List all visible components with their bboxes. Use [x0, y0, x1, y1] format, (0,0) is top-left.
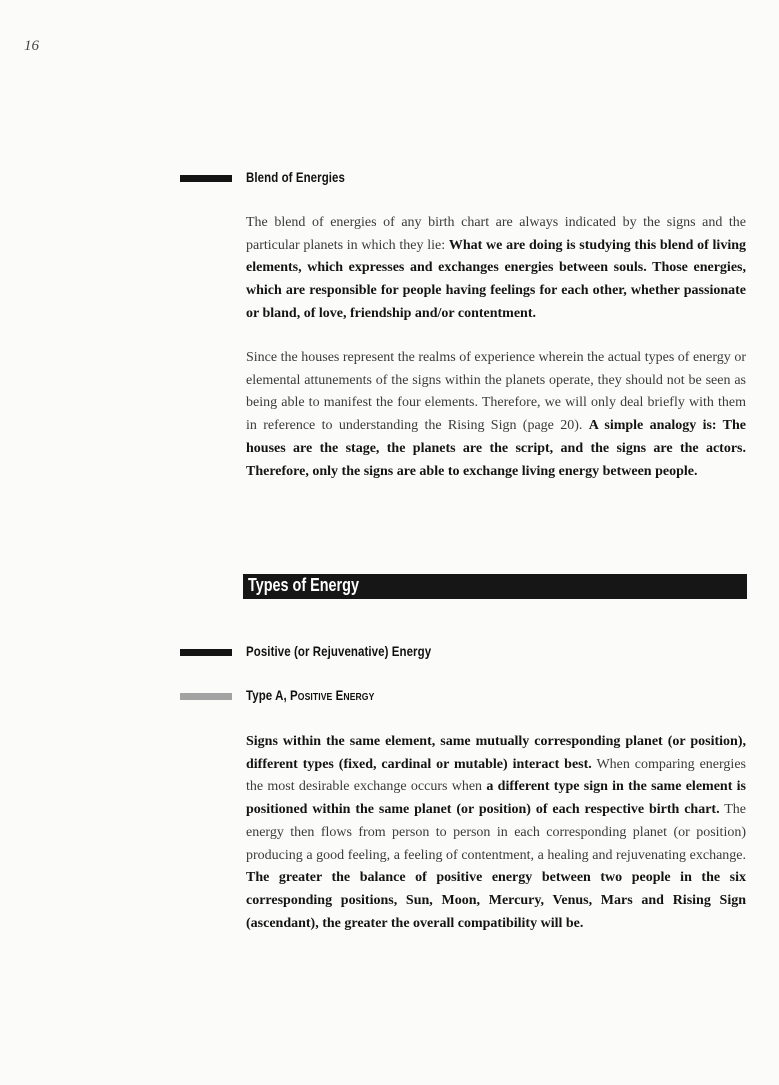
- bold-text-run: The greater the balance of positive energy between two people in the six corresponding positions, Sun, Moon, Mercury, Venus, Mars and Rising Sign (ascendant), the greater the overall compatibility will be.: [246, 870, 746, 931]
- type-a-subheading: [246, 687, 374, 703]
- page-number: 16: [24, 38, 39, 54]
- bold-text-run: a different type sign in the same element is positioned within the same planet (or position) of each respective birth chart.: [246, 779, 746, 818]
- section-marker-bar: [180, 175, 232, 182]
- subsection-marker-bar: [180, 693, 232, 700]
- text-run: The energy then flows from person to person in each corresponding planet (or position) producing a good feeling, a feeling of contentment, a healing and rejuvenating exchange.: [246, 802, 746, 863]
- subheading-p-cap: P: [290, 687, 298, 703]
- bold-text-run: What we are doing is studying this blend of living elements, which expresses and exchanges energies between souls. Those energies, which are responsible for people having feelings for each other, whether passionate or bland, of love, friendship and/or contentment.: [246, 237, 746, 321]
- subheading-e-cap: E: [335, 687, 344, 703]
- subheading-e-rest: NERGY: [343, 691, 375, 703]
- bold-text-run: Signs within the same element, same mutually corresponding planet (or position), different types (fixed, cardinal or mutable) interact best.: [246, 734, 746, 772]
- positive-energy-paragraph: [246, 731, 746, 935]
- bold-text-run: A simple analogy is: The houses are the stage, the planets are the script, and the signs are the actors. Therefore, only the signs are able to exchange living energy between people.: [246, 418, 746, 479]
- blend-paragraph-1: [246, 212, 746, 326]
- section-marker-bar: [180, 649, 232, 656]
- banner-title: Types of Energy: [248, 575, 359, 595]
- subheading-p-rest: OSITIVE: [297, 691, 333, 703]
- text-run: When comparing energies the most desirable exchange occurs when: [246, 756, 746, 795]
- subheading-prefix: Type A,: [246, 687, 287, 703]
- types-of-energy-banner: [243, 574, 747, 599]
- positive-energy-heading: Positive (or Rejuvenative) Energy: [246, 643, 432, 659]
- section-heading: Blend of Energies: [246, 169, 346, 185]
- text-run: Since the houses represent the realms of experience wherein the actual types of energy or elemental attunements of the signs within the planets operate, they should not be seen as being able to manifest the four elements. Therefore, we will only deal briefly with them in reference to understanding the Rising Sign (page 20).: [246, 350, 746, 434]
- text-run: The blend of energies of any birth chart are always indicated by the signs and the particular planets in which they lie:: [246, 215, 746, 253]
- blend-paragraph-2: [246, 347, 746, 483]
